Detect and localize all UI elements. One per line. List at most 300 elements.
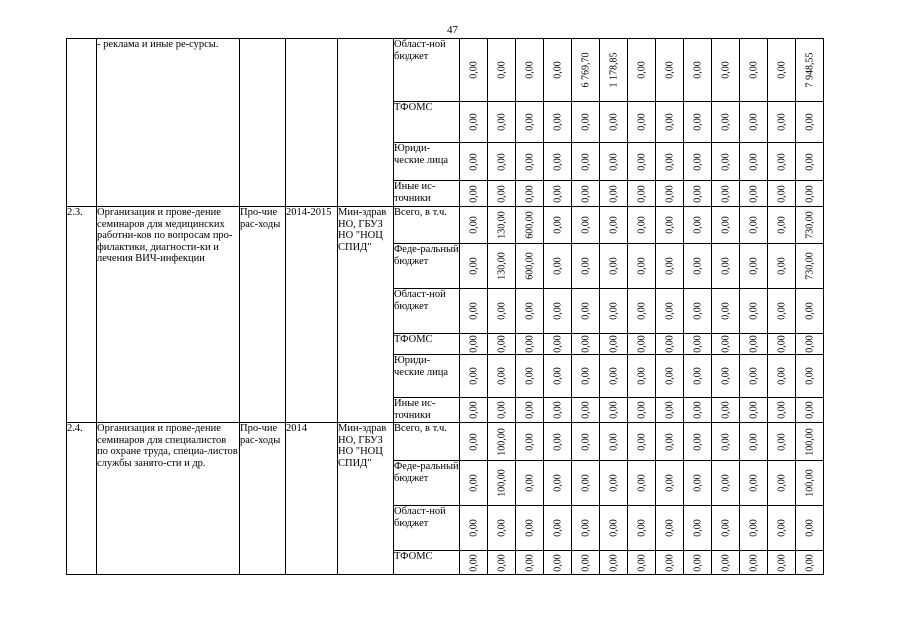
amount-value: 0,00 xyxy=(775,401,787,419)
amount-value: 0,00 xyxy=(579,553,591,572)
amount-value: 0,00 xyxy=(691,302,703,320)
amount-value: 0,00 xyxy=(747,113,759,131)
amount-cell xyxy=(768,334,796,355)
amount-value: 0,00 xyxy=(579,432,591,451)
amount-value: 0,00 xyxy=(803,519,815,537)
amount-value: 0,00 xyxy=(523,432,535,451)
amount-cell xyxy=(796,143,824,181)
amount-value: 0,00 xyxy=(775,61,787,79)
amount-value: 0,00 xyxy=(607,335,619,353)
amount-value: 0,00 xyxy=(663,335,675,353)
expense-type-cell: Про-чие рас-ходы xyxy=(240,423,286,575)
amount-cell xyxy=(796,102,824,143)
amount-value: 130,00 xyxy=(495,211,507,239)
amount-cell xyxy=(684,102,712,143)
amount-value: 0,00 xyxy=(719,519,731,537)
amount-value: 0,00 xyxy=(747,432,759,451)
funding-source-cell: ТФОМС xyxy=(394,102,460,143)
amount-cell xyxy=(544,289,572,334)
amount-value: 0,00 xyxy=(775,184,787,203)
amount-value: 0,00 xyxy=(579,335,591,353)
amount-value: 0,00 xyxy=(635,519,647,537)
amount-value: 0,00 xyxy=(775,335,787,353)
amount-cell xyxy=(684,289,712,334)
amount-cell xyxy=(684,334,712,355)
amount-cell xyxy=(768,102,796,143)
amount-value: 0,00 xyxy=(579,184,591,203)
amount-value: 730,00 xyxy=(803,252,815,280)
amount-value: 0,00 xyxy=(551,152,563,171)
amount-cell xyxy=(768,143,796,181)
amount-cell xyxy=(628,334,656,355)
amount-value: 0,00 xyxy=(635,61,647,79)
amount-value: 0,00 xyxy=(523,401,535,419)
amount-cell xyxy=(516,102,544,143)
amount-cell xyxy=(544,102,572,143)
amount-cell xyxy=(684,551,712,575)
amount-value: 0,00 xyxy=(607,519,619,537)
funding-source-cell: ТФОМС xyxy=(394,551,460,575)
executor-cell: Мин-здрав НО, ГБУЗ НО "НОЦ СПИД" xyxy=(338,423,394,575)
amount-cell xyxy=(488,244,516,289)
executor-cell xyxy=(338,39,394,207)
amount-cell xyxy=(656,244,684,289)
amount-cell xyxy=(684,398,712,423)
amount-value: 0,00 xyxy=(467,61,479,79)
amount-value: 0,00 xyxy=(691,367,703,385)
amount-value: 0,00 xyxy=(719,184,731,203)
amount-value: 0,00 xyxy=(467,113,479,131)
amount-value: 0,00 xyxy=(663,152,675,171)
amount-cell xyxy=(544,551,572,575)
amount-value: 0,00 xyxy=(607,553,619,572)
amount-cell xyxy=(600,461,628,506)
table-row xyxy=(67,207,824,244)
amount-cell xyxy=(712,506,740,551)
amount-cell xyxy=(516,506,544,551)
amount-value: 0,00 xyxy=(691,257,703,275)
amount-value: 0,00 xyxy=(663,367,675,385)
amount-value: 0,00 xyxy=(551,519,563,537)
amount-value: 0,00 xyxy=(467,367,479,385)
amount-value: 0,00 xyxy=(803,113,815,131)
funding-source-cell: Всего, в т.ч. xyxy=(394,423,460,461)
amount-cell xyxy=(768,423,796,461)
amount-cell xyxy=(740,506,768,551)
amount-cell xyxy=(488,461,516,506)
amount-cell xyxy=(684,423,712,461)
amount-cell xyxy=(460,355,488,398)
amount-value: 0,00 xyxy=(691,113,703,131)
executor-cell: Мин-здрав НО, ГБУЗ НО "НОЦ СПИД" xyxy=(338,207,394,423)
amount-cell xyxy=(740,355,768,398)
amount-value: 0,00 xyxy=(607,474,619,492)
amount-value: 0,00 xyxy=(607,113,619,131)
amount-value: 0,00 xyxy=(719,367,731,385)
amount-cell xyxy=(656,506,684,551)
amount-cell xyxy=(516,207,544,244)
item-name-cell: - реклама и иные ре-сурсы. xyxy=(97,39,240,207)
amount-value: 0,00 xyxy=(523,113,535,131)
amount-cell xyxy=(460,207,488,244)
amount-value: 0,00 xyxy=(523,367,535,385)
amount-value: 130,00 xyxy=(495,252,507,280)
amount-cell xyxy=(656,102,684,143)
amount-value: 0,00 xyxy=(551,553,563,572)
amount-value: 0,00 xyxy=(523,152,535,171)
amount-value: 0,00 xyxy=(663,216,675,234)
amount-cell xyxy=(712,143,740,181)
amount-cell xyxy=(460,551,488,575)
amount-cell xyxy=(460,143,488,181)
amount-cell xyxy=(656,181,684,207)
amount-cell xyxy=(572,551,600,575)
amount-cell xyxy=(656,355,684,398)
amount-value: 0,00 xyxy=(523,61,535,79)
amount-value: 0,00 xyxy=(663,553,675,572)
amount-cell xyxy=(768,39,796,102)
amount-cell xyxy=(460,181,488,207)
amount-value: 100,00 xyxy=(495,469,507,497)
amount-value: 0,00 xyxy=(551,61,563,79)
amount-cell xyxy=(544,398,572,423)
amount-cell xyxy=(460,334,488,355)
amount-value: 0,00 xyxy=(691,61,703,79)
amount-value: 0,00 xyxy=(803,302,815,320)
amount-value: 0,00 xyxy=(747,216,759,234)
amount-cell xyxy=(516,289,544,334)
amount-value: 0,00 xyxy=(775,302,787,320)
amount-cell xyxy=(600,289,628,334)
amount-value: 0,00 xyxy=(747,152,759,171)
amount-value: 0,00 xyxy=(663,257,675,275)
amount-value: 0,00 xyxy=(691,335,703,353)
amount-cell xyxy=(740,244,768,289)
amount-value: 0,00 xyxy=(551,335,563,353)
amount-cell xyxy=(656,289,684,334)
amount-cell xyxy=(600,181,628,207)
amount-cell xyxy=(488,334,516,355)
amount-cell xyxy=(628,102,656,143)
amount-cell xyxy=(684,181,712,207)
funding-source-cell: ТФОМС xyxy=(394,334,460,355)
amount-cell xyxy=(544,423,572,461)
amount-value: 0,00 xyxy=(523,474,535,492)
amount-cell xyxy=(768,551,796,575)
amount-value: 0,00 xyxy=(495,152,507,171)
amount-cell xyxy=(712,355,740,398)
amount-value: 0,00 xyxy=(579,152,591,171)
amount-value: 0,00 xyxy=(495,553,507,572)
amount-cell xyxy=(600,506,628,551)
amount-cell xyxy=(768,398,796,423)
amount-value: 730,00 xyxy=(803,211,815,239)
amount-cell xyxy=(600,423,628,461)
amount-cell xyxy=(628,39,656,102)
amount-value: 0,00 xyxy=(663,432,675,451)
amount-cell xyxy=(544,181,572,207)
amount-value: 0,00 xyxy=(663,61,675,79)
amount-value: 0,00 xyxy=(467,401,479,419)
amount-cell xyxy=(796,355,824,398)
amount-value: 0,00 xyxy=(495,184,507,203)
amount-cell xyxy=(684,244,712,289)
amount-value: 0,00 xyxy=(663,184,675,203)
amount-value: 0,00 xyxy=(803,152,815,171)
funding-source-cell: Юриди-ческие лица xyxy=(394,355,460,398)
amount-value: 0,00 xyxy=(579,367,591,385)
amount-cell xyxy=(628,181,656,207)
amount-cell xyxy=(740,551,768,575)
amount-cell xyxy=(712,289,740,334)
amount-cell xyxy=(544,207,572,244)
expense-type-cell xyxy=(240,39,286,207)
amount-cell xyxy=(712,423,740,461)
amount-cell xyxy=(544,143,572,181)
amount-value: 0,00 xyxy=(607,152,619,171)
amount-cell xyxy=(572,143,600,181)
amount-value: 0,00 xyxy=(635,335,647,353)
amount-cell xyxy=(516,39,544,102)
amount-cell xyxy=(488,355,516,398)
amount-cell xyxy=(572,334,600,355)
amount-value: 0,00 xyxy=(775,216,787,234)
amount-value: 0,00 xyxy=(607,401,619,419)
amount-cell xyxy=(740,461,768,506)
amount-cell xyxy=(460,289,488,334)
item-name-cell: Организация и прове-дение семинаров для специалистов по охране труда, специа-листов службы занято-сти и др. xyxy=(97,423,240,575)
amount-cell xyxy=(796,506,824,551)
amount-cell xyxy=(628,244,656,289)
amount-cell xyxy=(628,551,656,575)
amount-value: 0,00 xyxy=(551,474,563,492)
amount-cell xyxy=(628,423,656,461)
funding-source-cell: Феде-ральный бюджет xyxy=(394,461,460,506)
amount-value: 0,00 xyxy=(551,432,563,451)
funding-source-cell: Иные ис-точники xyxy=(394,398,460,423)
amount-cell xyxy=(544,355,572,398)
amount-value: 100,00 xyxy=(495,427,507,456)
amount-value: 0,00 xyxy=(607,367,619,385)
amount-value: 0,00 xyxy=(523,519,535,537)
amount-cell xyxy=(572,39,600,102)
amount-value: 0,00 xyxy=(747,302,759,320)
amount-value: 0,00 xyxy=(467,432,479,451)
amount-value: 0,00 xyxy=(467,302,479,320)
page-number: 47 xyxy=(447,24,458,36)
table-row xyxy=(67,423,824,461)
amount-cell xyxy=(684,207,712,244)
amount-value: 0,00 xyxy=(467,335,479,353)
amount-cell xyxy=(488,39,516,102)
amount-value: 0,00 xyxy=(747,257,759,275)
amount-cell xyxy=(460,423,488,461)
amount-cell xyxy=(572,355,600,398)
amount-value: 0,00 xyxy=(775,152,787,171)
amount-value: 0,00 xyxy=(719,302,731,320)
amount-value: 0,00 xyxy=(607,432,619,451)
amount-value: 7 948,55 xyxy=(803,52,815,88)
amount-cell xyxy=(796,423,824,461)
amount-value: 0,00 xyxy=(691,152,703,171)
amount-cell xyxy=(516,244,544,289)
amount-cell xyxy=(488,143,516,181)
amount-value: 0,00 xyxy=(691,432,703,451)
amount-value: 0,00 xyxy=(551,216,563,234)
amount-cell xyxy=(572,244,600,289)
amount-value: 0,00 xyxy=(579,474,591,492)
amount-cell xyxy=(488,398,516,423)
amount-cell xyxy=(712,39,740,102)
amount-value: 0,00 xyxy=(579,302,591,320)
amount-cell xyxy=(768,244,796,289)
amount-value: 0,00 xyxy=(747,553,759,572)
amount-cell xyxy=(516,334,544,355)
amount-cell xyxy=(768,289,796,334)
amount-value: 0,00 xyxy=(635,367,647,385)
amount-cell xyxy=(572,423,600,461)
amount-value: 0,00 xyxy=(803,401,815,419)
amount-value: 0,00 xyxy=(635,302,647,320)
amount-value: 0,00 xyxy=(719,152,731,171)
period-cell xyxy=(286,39,338,207)
amount-value: 0,00 xyxy=(467,519,479,537)
amount-value: 0,00 xyxy=(467,257,479,275)
amount-cell xyxy=(544,506,572,551)
amount-cell xyxy=(572,181,600,207)
amount-cell xyxy=(488,551,516,575)
amount-value: 1 178,85 xyxy=(607,52,619,88)
amount-cell xyxy=(768,506,796,551)
amount-value: 0,00 xyxy=(635,216,647,234)
amount-value: 0,00 xyxy=(803,335,815,353)
amount-cell xyxy=(572,506,600,551)
amount-cell xyxy=(656,398,684,423)
amount-cell xyxy=(600,334,628,355)
amount-cell xyxy=(572,207,600,244)
amount-cell xyxy=(572,398,600,423)
amount-value: 0,00 xyxy=(719,257,731,275)
amount-value: 0,00 xyxy=(663,401,675,419)
amount-value: 0,00 xyxy=(719,335,731,353)
amount-value: 0,00 xyxy=(663,474,675,492)
amount-value: 0,00 xyxy=(663,302,675,320)
amount-value: 0,00 xyxy=(719,432,731,451)
amount-value: 100,00 xyxy=(803,469,815,497)
amount-value: 0,00 xyxy=(579,257,591,275)
funding-source-cell: Област-ной бюджет xyxy=(394,506,460,551)
amount-cell xyxy=(656,334,684,355)
funding-source-cell: Област-ной бюджет xyxy=(394,39,460,102)
amount-value: 0,00 xyxy=(775,113,787,131)
period-cell: 2014-2015 xyxy=(286,207,338,423)
amount-value: 0,00 xyxy=(775,474,787,492)
amount-value: 0,00 xyxy=(551,113,563,131)
amount-cell xyxy=(628,461,656,506)
amount-value: 0,00 xyxy=(495,302,507,320)
amount-value: 600,00 xyxy=(523,252,535,280)
amount-cell xyxy=(516,398,544,423)
amount-cell xyxy=(740,398,768,423)
amount-value: 0,00 xyxy=(663,519,675,537)
amount-cell xyxy=(516,461,544,506)
amount-cell xyxy=(600,102,628,143)
amount-value: 0,00 xyxy=(747,401,759,419)
amount-cell xyxy=(516,355,544,398)
amount-cell xyxy=(740,102,768,143)
amount-value: 0,00 xyxy=(467,184,479,203)
amount-value: 0,00 xyxy=(551,184,563,203)
amount-value: 0,00 xyxy=(467,553,479,572)
amount-value: 0,00 xyxy=(719,216,731,234)
amount-value: 0,00 xyxy=(775,257,787,275)
amount-value: 0,00 xyxy=(607,302,619,320)
amount-cell xyxy=(628,398,656,423)
amount-cell xyxy=(656,143,684,181)
amount-value: 0,00 xyxy=(663,113,675,131)
amount-cell xyxy=(740,423,768,461)
amount-value: 0,00 xyxy=(495,401,507,419)
amount-cell xyxy=(712,334,740,355)
amount-value: 0,00 xyxy=(523,553,535,572)
amount-cell xyxy=(740,181,768,207)
amount-value: 0,00 xyxy=(579,113,591,131)
amount-cell xyxy=(628,143,656,181)
amount-cell xyxy=(712,244,740,289)
amount-value: 0,00 xyxy=(495,335,507,353)
amount-cell xyxy=(488,181,516,207)
amount-cell xyxy=(600,398,628,423)
amount-value: 0,00 xyxy=(495,61,507,79)
amount-value: 0,00 xyxy=(747,367,759,385)
amount-cell xyxy=(684,506,712,551)
table-row xyxy=(67,39,824,102)
amount-cell xyxy=(460,506,488,551)
amount-value: 0,00 xyxy=(467,152,479,171)
funding-source-cell: Иные ис-точники xyxy=(394,181,460,207)
amount-value: 0,00 xyxy=(775,367,787,385)
amount-value: 0,00 xyxy=(747,335,759,353)
amount-cell xyxy=(712,398,740,423)
amount-cell xyxy=(740,207,768,244)
amount-cell xyxy=(740,289,768,334)
amount-cell xyxy=(488,506,516,551)
amount-value: 0,00 xyxy=(551,401,563,419)
amount-value: 0,00 xyxy=(747,519,759,537)
amount-cell xyxy=(628,289,656,334)
amount-value: 0,00 xyxy=(803,367,815,385)
amount-cell xyxy=(628,506,656,551)
amount-cell xyxy=(796,207,824,244)
amount-value: 0,00 xyxy=(607,257,619,275)
amount-cell xyxy=(712,551,740,575)
amount-cell xyxy=(460,398,488,423)
amount-value: 0,00 xyxy=(719,474,731,492)
amount-cell xyxy=(712,102,740,143)
amount-cell xyxy=(544,39,572,102)
amount-value: 0,00 xyxy=(523,184,535,203)
amount-value: 0,00 xyxy=(467,216,479,234)
amount-cell xyxy=(740,39,768,102)
amount-value: 100,00 xyxy=(803,427,815,456)
item-name-cell: Организация и прове-дение семинаров для медицинских работни-ков по вопросам про-филактики, диагности-ки и лечения ВИЧ-инфекции xyxy=(97,207,240,423)
amount-cell xyxy=(544,334,572,355)
amount-value: 0,00 xyxy=(579,519,591,537)
period-cell: 2014 xyxy=(286,423,338,575)
amount-value: 0,00 xyxy=(607,184,619,203)
amount-cell xyxy=(684,143,712,181)
amount-cell xyxy=(600,551,628,575)
